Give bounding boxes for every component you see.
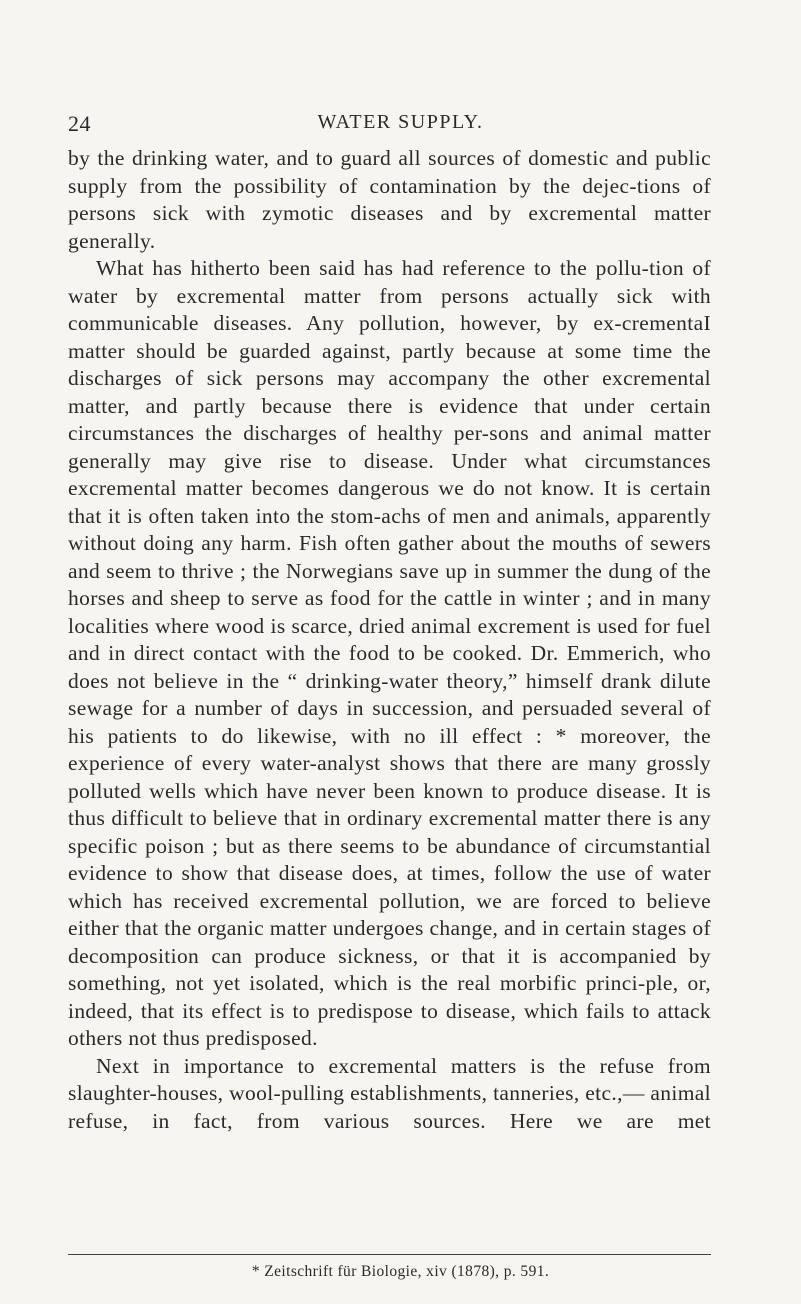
page-number: 24 [68,111,91,136]
footnote-rule [68,1254,711,1255]
running-head: WATER SUPPLY. [317,111,484,133]
paragraph: Next in importance to excremental matters is the refuse from slaughter-houses, wool-pulling establishments, tanneries, etc.,— animal refuse, in fact, from various sources. Here we are met [68,1053,712,1133]
footnote: * Zeitschrift für Biologie, xiv (1878), p. 591. [251,1263,550,1280]
body-text [68,145,711,1135]
paragraph: by the drinking water, and to guard all sources of domestic and public supply from the possibility of contamination by the dejec-tions of persons sick with zymotic diseases and by excremental matter generally. [68,146,711,253]
paragraph: What has hitherto been said has had reference to the pollu-tion of water by excremental matter from persons actually sick with communicable diseases. Any pollution, however, by ex-crementaI matter should be guarded against, partly because at some time the discharges of sick persons may accompany the other excremental matter, and partly because there is evidence that under certain circumstances the discharges of healthy per-sons and animal matter generally may give rise to disease. Under what circumstances excremental matter becomes dangerous we do not know. It is certain that it is often taken into the stom-achs of men and animals, apparently without doing any harm. Fish often gather about the mouths of sewers and seem to thrive ; the Norwegians save up in summer the dung of the horses and sheep to serve as food for the cattle in winter ; and in many localities where wood is scarce, dried animal excrement is used for fuel and in direct contact with the food to be cooked. Dr. Emmerich, who does not believe in the “ drinking-water theory,” himself drank dilute sewage for a number of days in succession, and persuaded several of his patients to do likewise, with no ill effect : * moreover, the experience of every water-analyst shows that there are many grossly polluted wells which have never been known to produce disease. It is thus difficult to believe that in ordinary excremental matter there is any specific poison ; but as there seems to be abundance of circumstantial evidence to show that disease does, at times, follow the use of water which has received excremental pollution, we are forced to believe either that the organic matter undergoes change, and in certain stages of decomposition can produce sickness, or that it is accompanied by something, not yet isolated, which is the real morbific princi-ple, or, indeed, that its effect is to predispose to disease, which fails to attack others not thus predisposed. [68,256,711,1050]
